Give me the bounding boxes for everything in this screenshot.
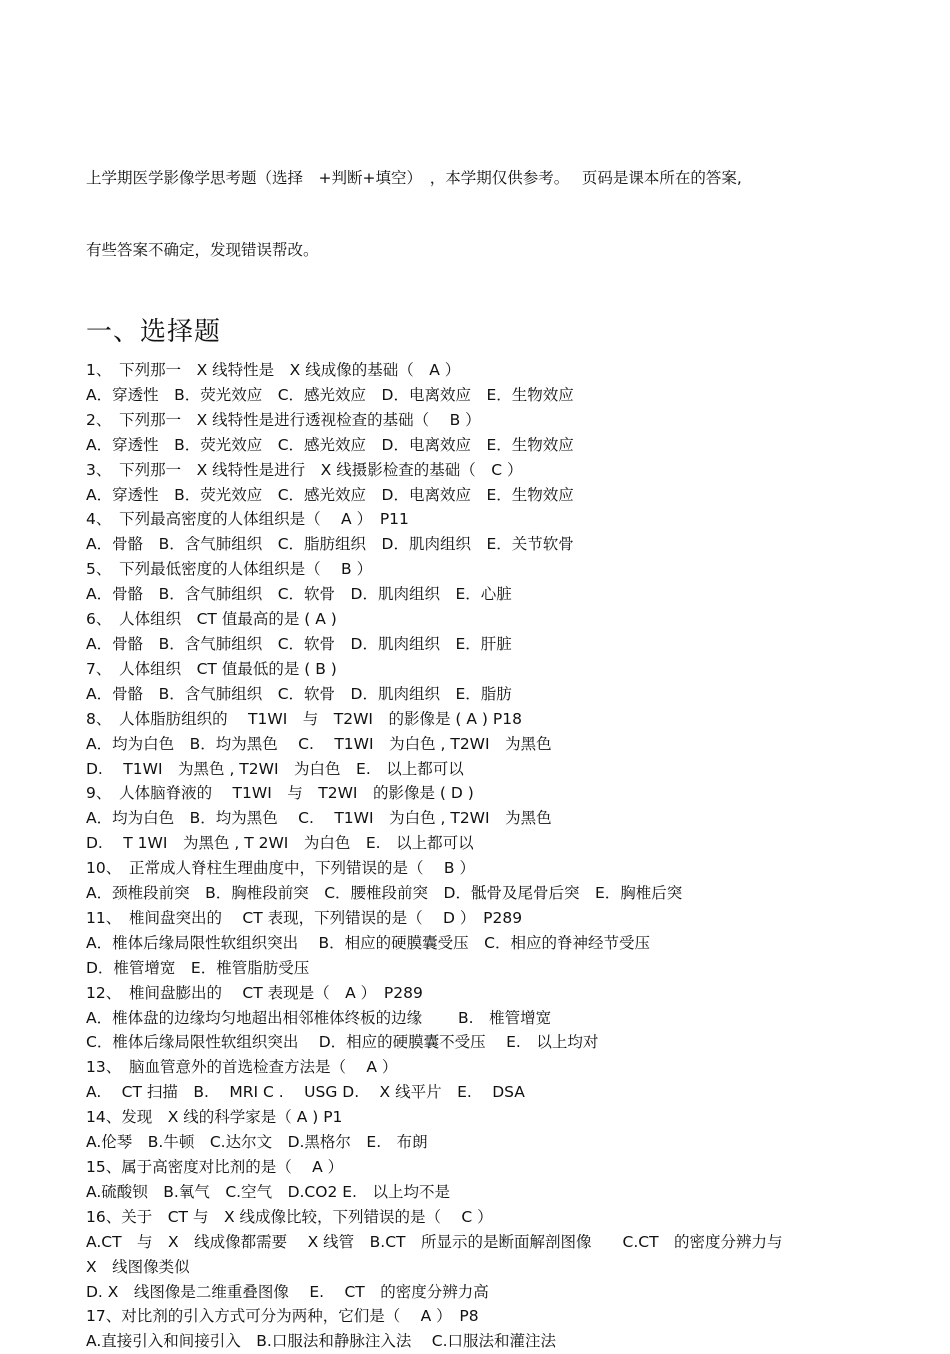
intro-line-1: 上学期医学影像学思考题（选择 +判断+填空） ，本学期仅供参考。 页码是课本所在的答案, [86,169,742,187]
intro-line-2: 有些答案不确定，发现错误帮改。 [86,241,319,259]
question-line: 9、 人体脑脊液的 T1WI 与 T2WI 的影像是 ( D ) [86,784,474,803]
question-line: A．骨骼 B．含气肺组织 C．软骨 D．肌肉组织 E．肝脏 [86,634,512,653]
question-line: 15、属于高密度对比剂的是（ A ） [86,1158,344,1176]
question-line: 11、 椎间盘突出的 CT 表现，下列错误的是（ D ） P289 [86,908,523,927]
question-line: A．骨骼 B．含气肺组织 C．软骨 D．肌肉组织 E．脂肪 [86,684,512,703]
question-line: 12、 椎间盘膨出的 CT 表现是（ A ） P289 [86,983,423,1002]
question-line: 4、 下列最高密度的人体组织是（ A ） P11 [86,510,409,529]
question-line: A．骨骼 B．含气肺组织 C．脂肪组织 D．肌肉组织 E．关节软骨 [86,535,574,554]
question-line: A．椎体盘的边缘均匀地超出相邻椎体终板的边缘 B. 椎管增宽 [86,1008,552,1027]
question-line: A.直接引入和间接引入 B.口服法和静脉注入法 C.口服法和灌注法 [86,1332,556,1351]
question-line: 7、 人体组织 CT 值最低的是 ( B ) [86,659,337,678]
question-line: D. T 1WI 为黑色 , T 2WI 为白色 E. 以上都可以 [86,834,474,853]
question-line: A．穿透性 B．荧光效应 C．感光效应 D．电离效应 E．生物效应 [86,385,574,404]
question-line: 1、 下列那一 X 线特性是 X 线成像的基础（ A ） [86,361,461,379]
question-line: 8、 人体脂肪组织的 T1WI 与 T2WI 的影像是 ( A ) P18 [86,709,522,728]
question-line: A．穿透性 B．荧光效应 C．感光效应 D．电离效应 E．生物效应 [86,485,574,504]
question-line: A．椎体后缘局限性软组织突出 B．相应的硬膜囊受压 C．相应的脊神经节受压 [86,933,650,952]
question-line: 16、关于 CT 与 X 线成像比较，下列错误的是（ C ） [86,1207,493,1226]
question-line: 5、 下列最低密度的人体组织是（ B ） [86,560,373,579]
question-line: D．椎管增宽 E．椎管脂肪受压 [86,958,310,977]
question-line: 17、对比剂的引入方式可分为两种，它们是（ A ） P8 [86,1307,479,1326]
question-line: 6、 人体组织 CT 值最高的是 ( A ) [86,610,337,629]
question-line: X 线图像类似 [86,1257,190,1276]
question-line: A．骨骼 B．含气肺组织 C．软骨 D．肌肉组织 E．心脏 [86,585,512,604]
question-line: 13、 脑血管意外的首选检查方法是（ A ） [86,1058,398,1077]
question-line: C．椎体后缘局限性软组织突出 D．相应的硬膜囊不受压 E. 以上均对 [86,1033,599,1052]
question-line: A．均为白色 B．均为黑色 C. T1WI 为白色 , T2WI 为黑色 [86,809,552,828]
question-line: D. X 线图像是二维重叠图像 E. CT 的密度分辨力高 [86,1282,489,1301]
question-line: A.伦琴 B.牛顿 C.达尔文 D.黑格尔 E. 布朗 [86,1133,428,1152]
question-line: A.硫酸钡 B.氧气 C.空气 D.CO2 E. 以上均不是 [86,1182,450,1201]
section-title: 一、选择题 [86,317,222,347]
question-line: 10、 正常成人脊柱生理曲度中，下列错误的是（ B ） [86,859,475,878]
question-line: A. CT 扫描 B. MRI C . USG D. X 线平片 E. DSA [86,1083,525,1102]
question-line: 14、发现 X 线的科学家是（ A ) P1 [86,1108,343,1127]
question-line: A．穿透性 B．荧光效应 C．感光效应 D．电离效应 E．生物效应 [86,435,574,454]
question-line: 2、 下列那一 X 线特性是进行透视检查的基础（ B ） [86,410,481,429]
question-line: A．均为白色 B．均为黑色 C. T1WI 为白色 , T2WI 为黑色 [86,734,552,753]
question-line: A.CT 与 X 线成像都需要 X 线管 B.CT 所显示的是断面解剖图像 C.CT 的密度分辨力与 [86,1232,783,1251]
question-list [86,358,876,1354]
intro-paragraph [86,118,876,310]
question-line: 3、 下列那一 X 线特性是进行 X 线摄影检查的基础（ C ） [86,460,523,479]
document-page [86,118,876,1354]
question-line: A．颈椎段前突 B．胸椎段前突 C．腰椎段前突 D．骶骨及尾骨后突 E．胸椎后突 [86,884,683,903]
question-line: D. T1WI 为黑色 , T2WI 为白色 E. 以上都可以 [86,759,464,778]
